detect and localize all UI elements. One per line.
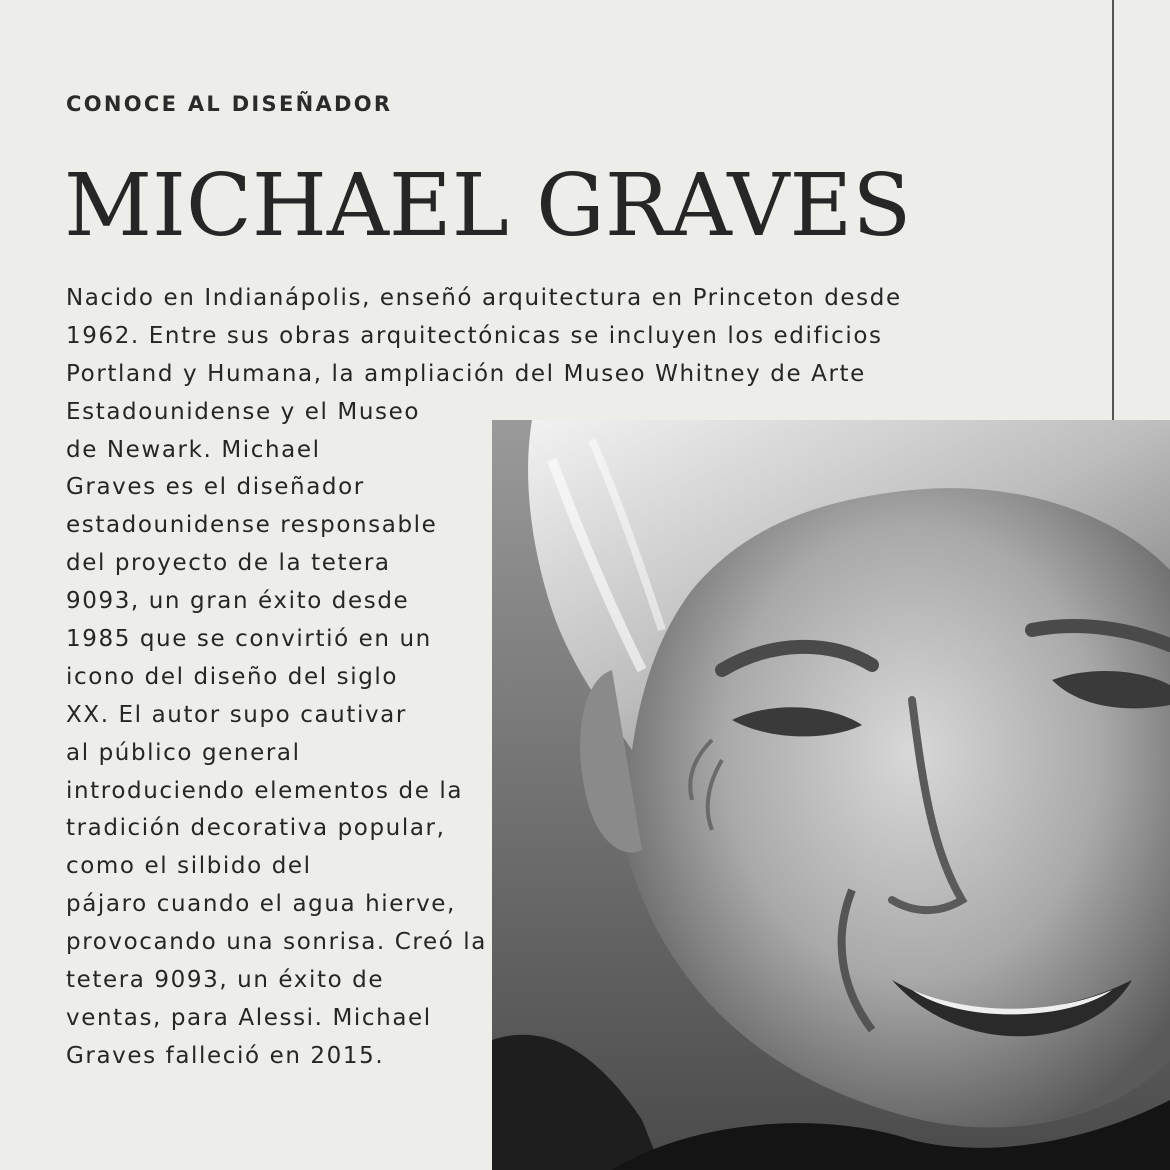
- designer-name-title: MICHAEL GRAVES: [64, 156, 912, 256]
- bio-line: 1985 que se convirtió en un: [66, 626, 432, 653]
- bio-line: estadounidense responsable: [66, 512, 438, 539]
- bio-line: tradición decorativa popular,: [66, 815, 446, 842]
- bio-line: del proyecto de la tetera: [66, 550, 391, 577]
- bio-line: pájaro cuando el agua hierve,: [66, 891, 456, 918]
- bio-line: Graves es el diseñador: [66, 474, 365, 501]
- bio-paragraph-bottom: [66, 394, 487, 1076]
- designer-portrait-photo: [492, 420, 1170, 1170]
- bio-line: Portland y Humana, la ampliación del Museo Whitney de Arte: [66, 360, 866, 387]
- bio-line: ventas, para Alessi. Michael: [66, 1004, 432, 1031]
- bio-line: al público general: [66, 739, 301, 766]
- portrait-illustration: [492, 420, 1170, 1170]
- bio-paragraph-top: [66, 280, 902, 394]
- bio-line: 1962. Entre sus obras arquitectónicas se incluyen los edificios: [66, 322, 883, 349]
- bio-line: icono del diseño del siglo: [66, 663, 399, 690]
- vertical-divider: [1112, 0, 1114, 420]
- bio-line: de Newark. Michael: [66, 436, 321, 463]
- bio-line: XX. El autor supo cautivar: [66, 701, 407, 728]
- bio-line: Nacido en Indianápolis, enseñó arquitectura en Princeton desde: [66, 285, 902, 311]
- bio-line: 9093, un gran éxito desde: [66, 588, 410, 615]
- kicker-heading: CONOCE AL DISEÑADOR: [66, 92, 393, 116]
- bio-line: introduciendo elementos de la: [66, 777, 464, 804]
- bio-line: Graves falleció en 2015.: [66, 1042, 385, 1069]
- bio-line: Estadounidense y el Museo: [66, 398, 421, 425]
- bio-line: como el silbido del: [66, 853, 312, 880]
- bio-line: tetera 9093, un éxito de: [66, 967, 385, 994]
- bio-line: provocando una sonrisa. Creó la: [66, 929, 487, 956]
